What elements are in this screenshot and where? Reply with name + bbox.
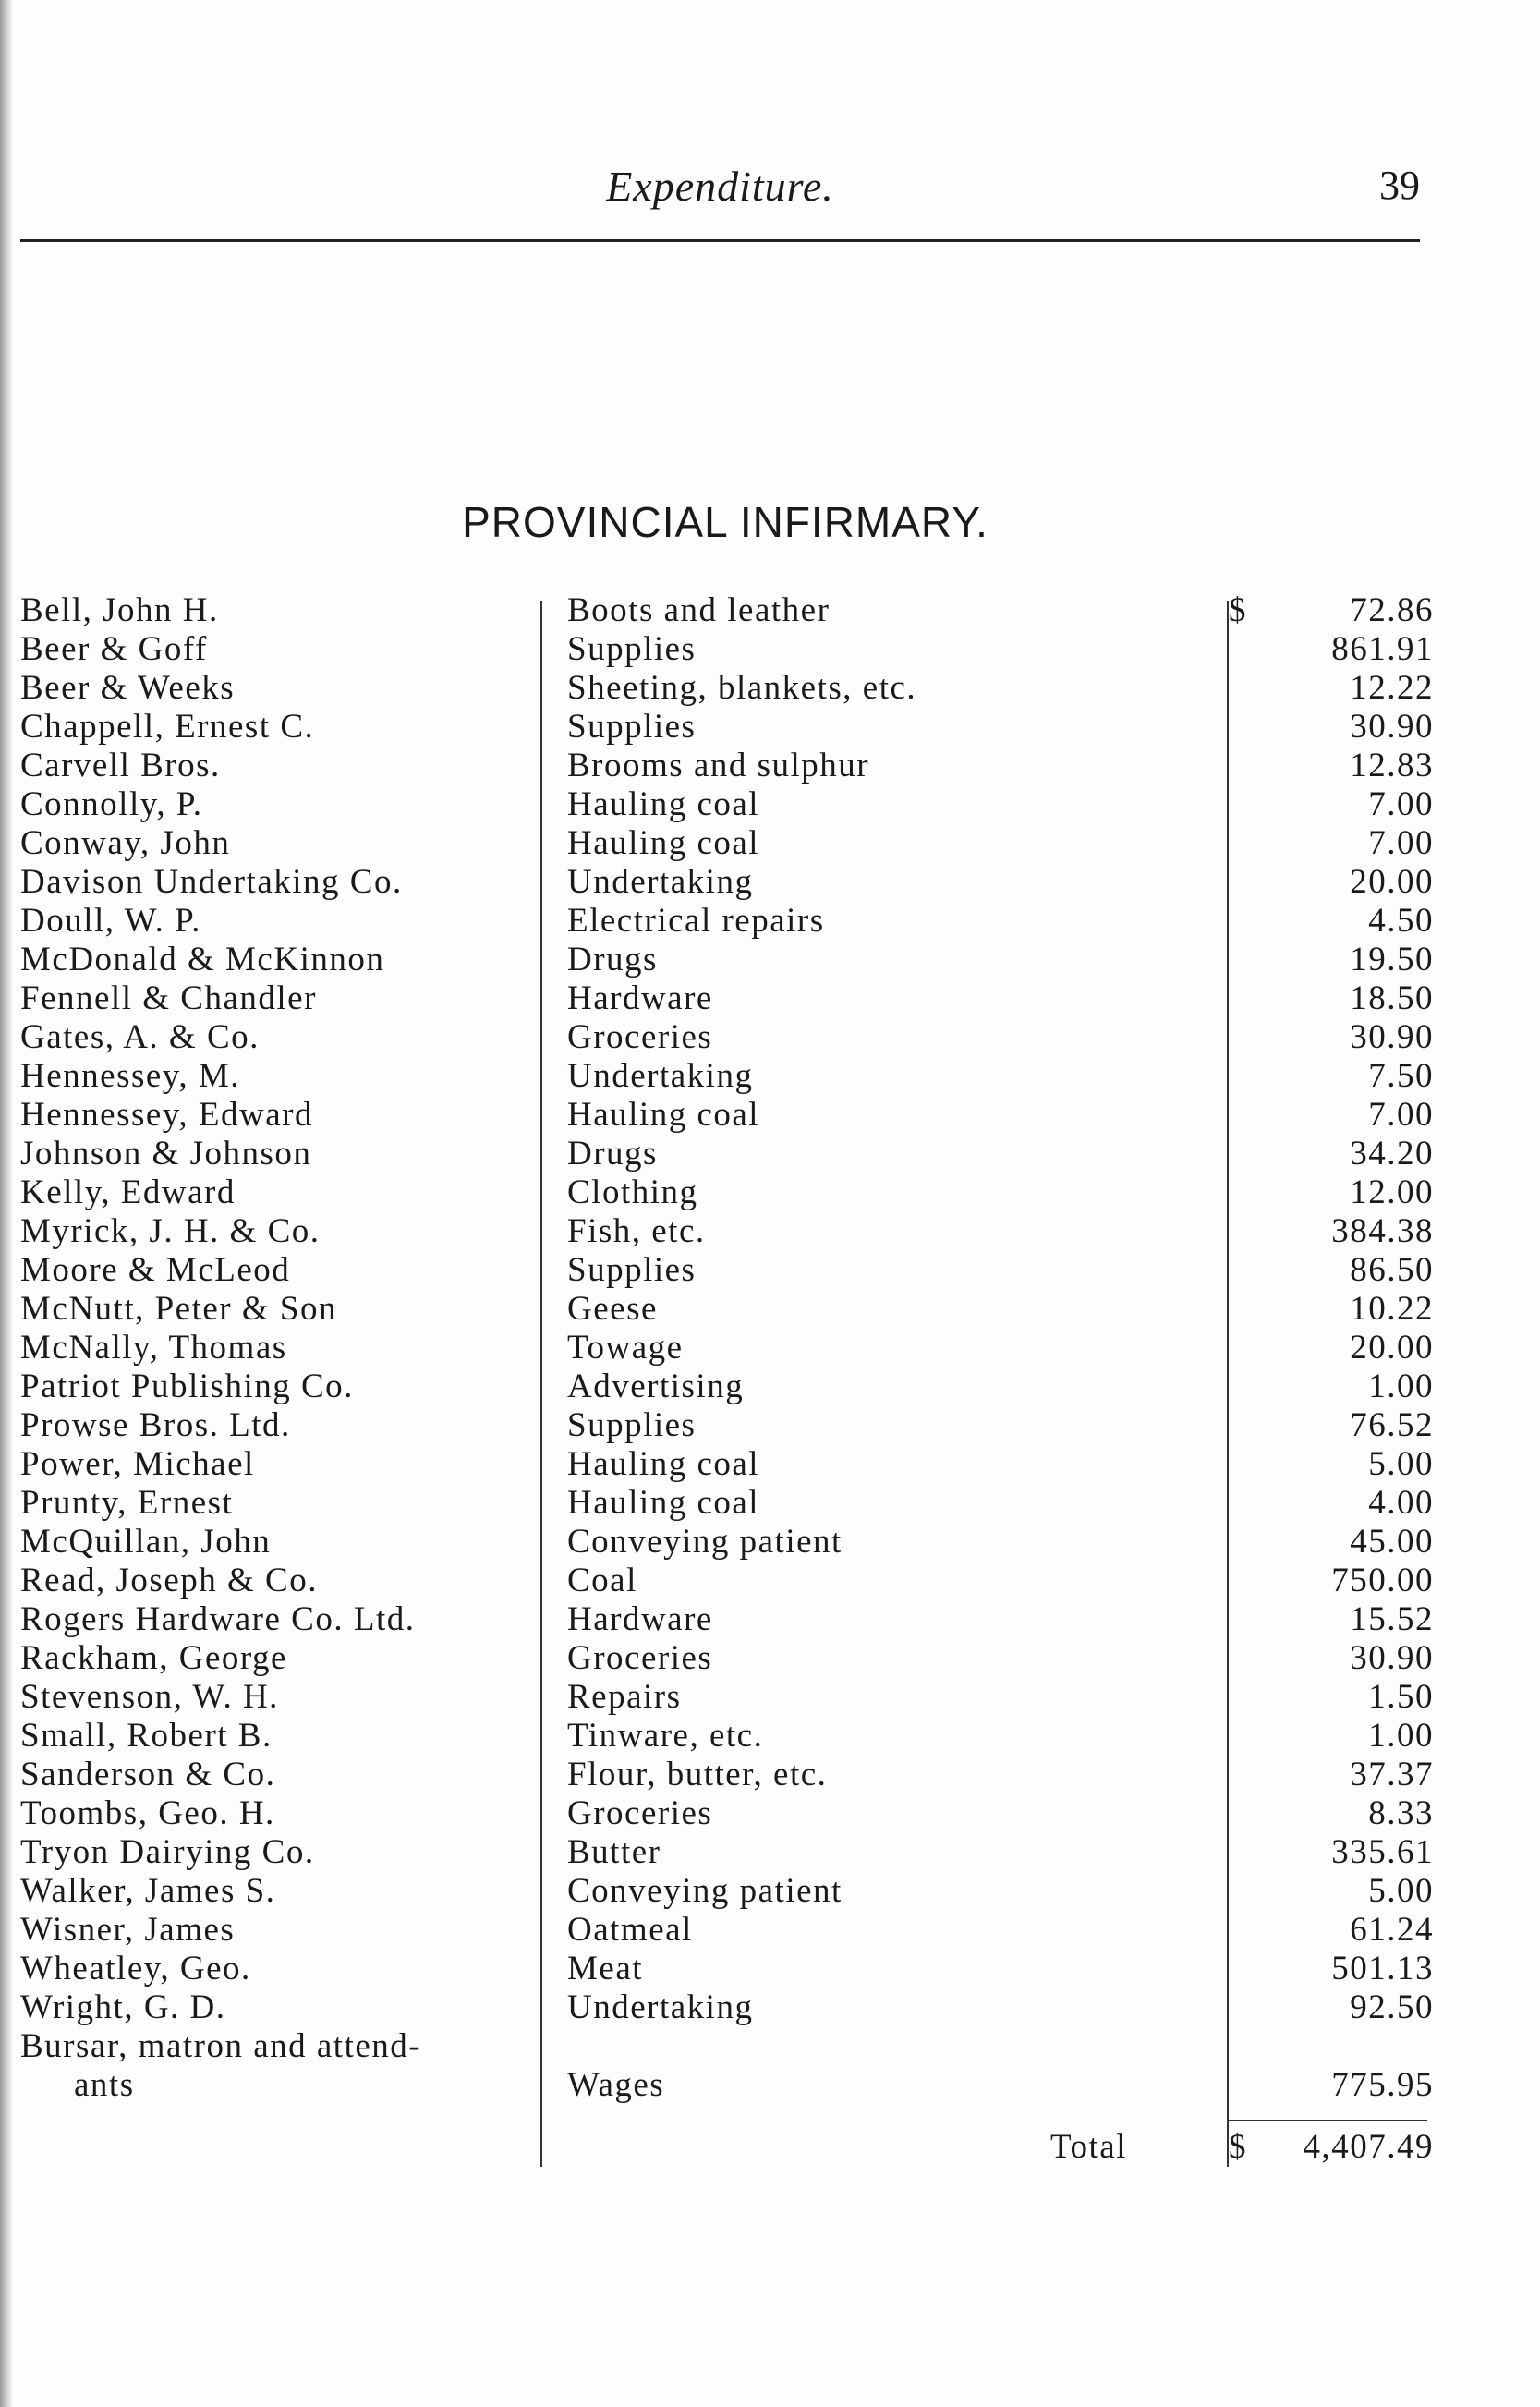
expense-amount: 7.00: [1368, 785, 1434, 823]
ledger-row: [20, 1135, 1434, 1173]
ledger-row: [20, 1057, 1434, 1096]
expense-amount: 1.00: [1368, 1368, 1434, 1405]
expense-amount: 1.50: [1368, 1678, 1434, 1716]
payee-name: Fennell & Chandler: [20, 979, 317, 1017]
ledger-row: [20, 1368, 1434, 1406]
payee-name: Beer & Goff: [20, 630, 208, 668]
ledger-row: [20, 979, 1434, 1018]
payee-name: McNally, Thomas: [20, 1329, 287, 1367]
expense-item: Wages: [567, 2066, 665, 2104]
payee-name: Myrick, J. H. & Co.: [20, 1212, 321, 1250]
running-title: Expenditure.: [606, 163, 834, 210]
ledger-row: [20, 1523, 1434, 1562]
total-row: [20, 2127, 1434, 2166]
expense-amount: 61.24: [1350, 1911, 1434, 1949]
expense-amount: 12.00: [1350, 1173, 1434, 1211]
payee-name: Conway, John: [20, 824, 231, 862]
expense-item: Sheeting, blankets, etc.: [567, 669, 917, 707]
payee-name: Gates, A. & Co.: [20, 1018, 260, 1056]
payee-name: Stevenson, W. H.: [20, 1678, 279, 1716]
expense-amount: 15.52: [1350, 1600, 1434, 1638]
expense-amount: 4.00: [1368, 1484, 1434, 1522]
payee-name: Power, Michael: [20, 1445, 255, 1483]
expense-item: Repairs: [567, 1678, 682, 1716]
expense-item: Undertaking: [567, 1057, 754, 1095]
expense-item: Undertaking: [567, 863, 754, 901]
page-number: 39: [1379, 163, 1420, 208]
ledger-row: [20, 591, 1434, 630]
expense-item: Brooms and sulphur: [567, 747, 870, 784]
ledger-row: [20, 1756, 1434, 1794]
expense-item: Clothing: [567, 1173, 698, 1211]
ledger-row: [20, 1212, 1434, 1251]
payee-name: Moore & McLeod: [20, 1251, 291, 1289]
expense-item: Hardware: [567, 979, 713, 1017]
ledger-row: [20, 863, 1434, 902]
payee-name: Sanderson & Co.: [20, 1756, 276, 1793]
ledger-row-wages: [20, 2027, 1434, 2105]
payee-name: Toombs, Geo. H.: [20, 1794, 275, 1832]
expense-item: Hardware: [567, 1600, 713, 1638]
payee-name: Carvell Bros.: [20, 747, 221, 784]
expense-amount: 775.95: [1331, 2066, 1434, 2104]
expense-amount: 34.20: [1350, 1135, 1434, 1173]
expense-item: Hauling coal: [567, 1445, 760, 1483]
ledger-row: [20, 1251, 1434, 1290]
expense-item: Tinware, etc.: [567, 1717, 764, 1755]
header-rule: [20, 239, 1420, 242]
total-dollar-sign: $: [1229, 2128, 1247, 2166]
expense-item: Fish, etc.: [567, 1212, 706, 1250]
expense-amount: 861.91: [1331, 630, 1434, 668]
expense-item: Drugs: [567, 941, 658, 979]
payee-name: Walker, James S.: [20, 1872, 276, 1910]
expense-amount: 750.00: [1331, 1562, 1434, 1599]
expense-amount: 19.50: [1350, 941, 1434, 979]
payee-name: Hennessey, Edward: [20, 1096, 313, 1134]
payee-name: Hennessey, M.: [20, 1057, 241, 1095]
payee-name: Small, Robert B.: [20, 1717, 273, 1755]
total-rule: [1229, 2120, 1427, 2121]
expense-amount: 18.50: [1350, 979, 1434, 1017]
payee-name: Prunty, Ernest: [20, 1484, 234, 1522]
ledger-row: [20, 1794, 1434, 1833]
expense-item: Drugs: [567, 1135, 658, 1173]
expense-amount: 10.22: [1350, 1290, 1434, 1328]
expense-item: Meat: [567, 1950, 644, 1988]
expense-item: Oatmeal: [567, 1911, 693, 1949]
ledger-row: [20, 824, 1434, 863]
ledger-row: [20, 1911, 1434, 1950]
payee-name: Johnson & Johnson: [20, 1135, 312, 1173]
expense-item: Hauling coal: [567, 1096, 760, 1134]
payee-name: Davison Undertaking Co.: [20, 863, 403, 901]
expense-amount: 86.50: [1350, 1251, 1434, 1289]
ledger-row: [20, 1290, 1434, 1329]
expense-amount: 384.38: [1331, 1212, 1434, 1250]
expense-amount: 76.52: [1350, 1406, 1434, 1444]
ledger-row: [20, 1639, 1434, 1678]
expense-amount: 335.61: [1331, 1833, 1434, 1871]
expense-item: Geese: [567, 1290, 658, 1328]
expense-item: Supplies: [567, 630, 697, 668]
expense-item: Flour, butter, etc.: [567, 1756, 828, 1793]
ledger-row: [20, 1173, 1434, 1212]
expense-amount: 5.00: [1368, 1872, 1434, 1910]
ledger-row: [20, 747, 1434, 785]
payee-name: McDonald & McKinnon: [20, 941, 385, 979]
total-label: Total: [1050, 2128, 1127, 2166]
expense-item: Groceries: [567, 1794, 713, 1832]
ledger-row: [20, 1329, 1434, 1368]
expense-item: Undertaking: [567, 1988, 754, 2026]
expense-item: Groceries: [567, 1639, 713, 1677]
ledger-row: [20, 1096, 1434, 1135]
expense-item: Conveying patient: [567, 1872, 843, 1910]
expense-amount: 7.00: [1368, 824, 1434, 862]
expense-item: Hauling coal: [567, 824, 760, 862]
total-amount: 4,407.49: [1303, 2128, 1434, 2166]
ledger-row: [20, 1445, 1434, 1484]
page-edge-shadow: [0, 0, 13, 2407]
dollar-sign: $: [1229, 591, 1247, 629]
expense-amount: 1.00: [1368, 1717, 1434, 1755]
section-title: PROVINCIAL INFIRMARY.: [462, 498, 988, 546]
payee-name: McQuillan, John: [20, 1523, 272, 1561]
ledger-row: [20, 1562, 1434, 1600]
expense-item: Conveying patient: [567, 1523, 843, 1561]
payee-name: Prowse Bros. Ltd.: [20, 1406, 291, 1444]
expense-amount: 37.37: [1350, 1756, 1434, 1793]
ledger-row: [20, 1833, 1434, 1872]
payee-name: Rackham, George: [20, 1639, 287, 1677]
expense-amount: 30.90: [1350, 708, 1434, 746]
expense-amount: 92.50: [1350, 1988, 1434, 2026]
payee-name: Beer & Weeks: [20, 669, 236, 707]
expense-item: Advertising: [567, 1368, 745, 1405]
payee-name: Kelly, Edward: [20, 1173, 236, 1211]
ledger-row: [20, 1484, 1434, 1523]
expense-amount: 72.86: [1350, 591, 1434, 629]
payee-name: Tryon Dairying Co.: [20, 1833, 315, 1871]
expense-amount: 30.90: [1350, 1639, 1434, 1677]
ledger-row: [20, 902, 1434, 941]
payee-name: Chappell, Ernest C.: [20, 708, 315, 746]
payee-name: Doull, W. P.: [20, 902, 201, 940]
payee-name: Wisner, James: [20, 1911, 236, 1949]
expense-amount: 12.22: [1350, 669, 1434, 707]
expense-item: Hauling coal: [567, 785, 760, 823]
ledger-row: [20, 669, 1434, 708]
expense-amount: 45.00: [1350, 1523, 1434, 1561]
expenditure-ledger: [20, 591, 1434, 2105]
expense-amount: 20.00: [1350, 1329, 1434, 1367]
expense-amount: 7.00: [1368, 1096, 1434, 1134]
expense-item: Groceries: [567, 1018, 713, 1056]
payee-name: Wheatley, Geo.: [20, 1950, 251, 1988]
expense-item: Supplies: [567, 708, 697, 746]
ledger-row: [20, 1872, 1434, 1911]
expense-item: Supplies: [567, 1406, 697, 1444]
expense-amount: 4.50: [1368, 902, 1434, 940]
payee-name: Read, Joseph & Co.: [20, 1562, 318, 1599]
ledger-row: [20, 1988, 1434, 2027]
expense-amount: 20.00: [1350, 863, 1434, 901]
ledger-row: [20, 1406, 1434, 1445]
expense-amount: 12.83: [1350, 747, 1434, 784]
payee-name: Rogers Hardware Co. Ltd.: [20, 1600, 416, 1638]
ledger-row: [20, 785, 1434, 824]
payee-name: Connolly, P.: [20, 785, 203, 823]
expense-item: Towage: [567, 1329, 684, 1367]
ledger-row: [20, 1600, 1434, 1639]
expense-amount: 5.00: [1368, 1445, 1434, 1483]
expense-amount: 8.33: [1368, 1794, 1434, 1832]
expense-item: Hauling coal: [567, 1484, 760, 1522]
expense-item: Electrical repairs: [567, 902, 825, 940]
ledger-row: [20, 630, 1434, 669]
ledger-row: [20, 941, 1434, 979]
expense-item: Butter: [567, 1833, 661, 1871]
ledger-row: [20, 708, 1434, 747]
expense-item: Coal: [567, 1562, 637, 1599]
ledger-row: [20, 1950, 1434, 1988]
expense-amount: 501.13: [1331, 1950, 1434, 1988]
payee-name: Patriot Publishing Co.: [20, 1368, 354, 1405]
ledger-row: [20, 1717, 1434, 1756]
running-head: [20, 162, 1420, 217]
expense-amount: 7.50: [1368, 1057, 1434, 1095]
ledger-row: [20, 1678, 1434, 1717]
payee-name: Wright, G. D.: [20, 1988, 226, 2026]
expense-item: Supplies: [567, 1251, 697, 1289]
expense-amount: 30.90: [1350, 1018, 1434, 1056]
payee-name: Bell, John H.: [20, 591, 219, 629]
payee-name: Bursar, matron and attend- ants: [20, 2027, 422, 2104]
ledger-row: [20, 1018, 1434, 1057]
expense-item: Boots and leather: [567, 591, 831, 629]
payee-name: McNutt, Peter & Son: [20, 1290, 337, 1328]
